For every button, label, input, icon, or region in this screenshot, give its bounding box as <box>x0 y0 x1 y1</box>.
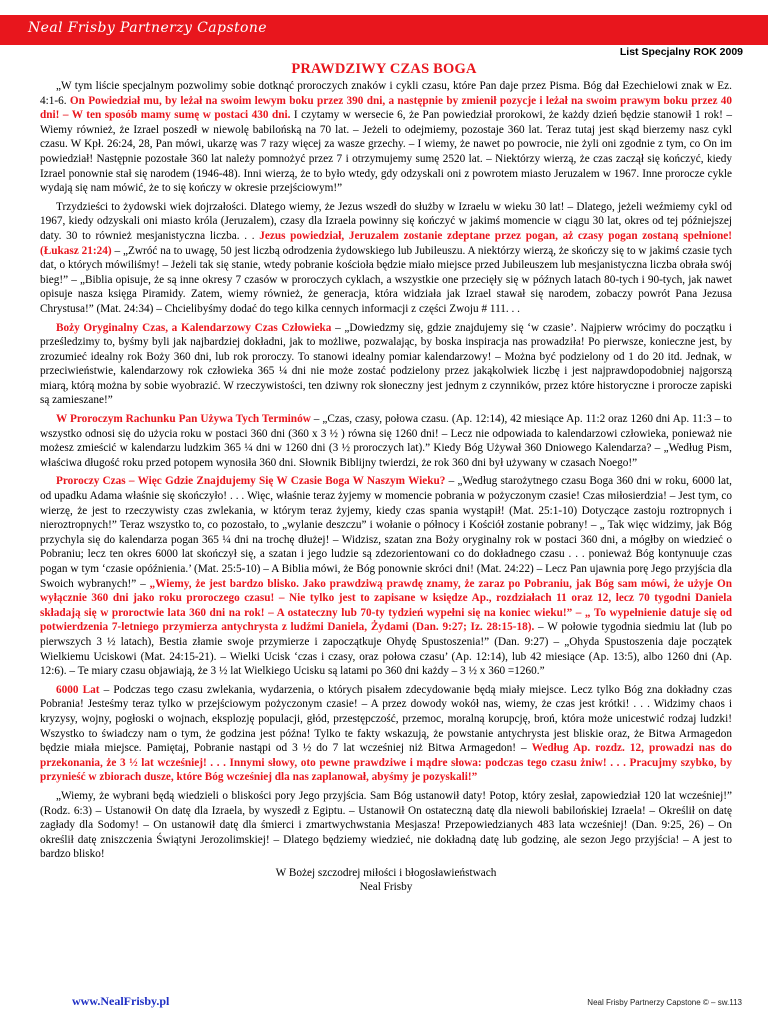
body-text: – „Czas, czasy, połowa czasu. (Ap. 12:14), 42 miesiące Ap. 11:2 oraz 1260 dni Ap. 11:3 – to wszystko odnosi się do użycia roku w postaci 360 dni (360 x 3 ½ ) równa się 1260 dni! – Lecz nie odpowiada to kalendarzowi człowieka, ponieważ nie możesz zmieścić w kalendarzu ludzkim 365 ¼ dni w 1260 dni (3 ½ proroczych lat).” Kiedy Bóg Używał 360 Dniowego Kalendarza? – „Według Pism, właściwa długość roku przed potopem wynosiła 360 dni. Słownik Biblijny twierdzi, że rok 360 dni był używany w czasach Noego!” <box>40 413 733 469</box>
paragraph <box>40 683 732 785</box>
article-body <box>40 79 732 895</box>
footer-credit: Neal Frisby Partnerzy Capstone © – sw.113 <box>587 998 742 1007</box>
paragraph <box>40 200 732 317</box>
body-text: – W połowie tygodnia siedmiu lat (lub po pierwszych 3 ½ latach), Bestia złamie swoje przymierze i zapoczątkuje Ohydę Spustoszenia!” (Dan. 9:27) – „Ohyda Spustoszenia daje początek Wielkiemu Uciskowi (Mat. 24:15-21). – Wielki Ucisk ‘czas i czasy, oraz połowa czasu’ (Ap. 12:14), lub 42 miesiące (Ap. 13:5), albo 1260 dni (Ap. 12:6). – Te miary czasu objawiają, że 3 ½ lat Wielkiego Ucisku są latami po 360 dni każdy – 3 ½ x 360 =1260.” <box>40 621 732 678</box>
banner-title: Neal Frisby Partnerzy Capstone <box>28 20 267 36</box>
body-text: I czytamy w wersecie 6, że Pan powiedział prorokowi, że każdy dzień będzie stanowił 1 rok! – Wiemy również, że Izrael poszedł w niewolę babilońską na 70 lat. – Jeżeli to odejmiemy, pozostaje 360 lat. Teraz tutaj jest skąd bierzemy nasz cykl czasu. W Kpł. 26:24, 28, Pan mówi, ukarzę was 7 razy więcej za wasze grzechy. – I wiemy, że nawet po powrocie, nie żyli oni zgodnie z tym, co On im powiedział! Następnie pozostałe 360 lat należy pomnożyć przez 7 i otrzymujemy sumę 2520 lat. – Niektórzy wierzą, że czas zaczął się kończyć, kiedy Izrael ponownie stał się narodem (1946-48). Inni wierzą, że to było wtedy, gdy odzyskali oni z powrotem miasto Jeruzalem w 1967. Inne prorocze cykle wydają się nam mówić, że to się kończy w okresie przejściowym!” <box>40 109 732 195</box>
emphasis-text: Proroczy Czas – Więc Gdzie Znajdujemy Się W Czasie Boga W Naszym Wieku? <box>56 475 446 488</box>
paragraph <box>40 789 732 862</box>
emphasis-text: 6000 Lat <box>56 683 100 696</box>
signature: Neal Frisby <box>359 881 413 894</box>
header-banner <box>0 15 768 45</box>
paragraph <box>40 79 732 196</box>
body-text: „W tym liście specjalnym pozwolimy sobie dotknąć proroczych znaków i cykli czasu, które Pan daje przez Pisma. Bóg dał Ezechielowi znak w Ez. 4:1-6. <box>40 80 732 107</box>
emphasis-text: Jezus powiedział, Jeruzalem zostanie zdeptane przez pogan, aż czasy pogan zostaną spełnione! (Łukasz 21:24) <box>40 229 733 257</box>
body-text: – „Według starożytnego czasu Boga 360 dni w roku, 6000 lat, od upadku Adama właśnie się skończyło! . . . Więc, właśnie teraz żyjemy w momencie pobrania w pożyczonym czasie! Czas miłosierdzia! – Jest tym, co wierzę, że jest to rzeczywisty czas zwlekania, w którym teraz żyjemy, kiedy czas spania wystąpił! (Mat. 25:1-10) Dotyczące zastoju roztropnych i nieroztropnych!” Teraz wszystko to, co pozostało, to „wylanie deszczu” i wołanie o północy i Kościół zostanie pobrany! – „ Tak więc widzimy, jak Bóg przychyla się do kalendarza pogan 365 ¼ dni na trochę dłużej! – Widzisz, szatan zna Boży oryginalny rok w postaci 360 dni, a mógłby on wiedzieć o Pobraniu; lecz ten okres 6000 lat skończył się, a szatan i jego ludzie są zdezorientowani co do dokładnego czasu . . . ponieważ Bóg kontynuuje czas pogan w tym ‘czasie opóźnienia.’ (Mat. 25:5-10) – A Biblia mówi, że Bóg ponownie skróci dni! (Mat. 24:22) – Lecz Pan ujawnia porę Jego przyjścia dla Swoich wybranych!” – <box>40 475 732 590</box>
closing-line: W Bożej szczodrej miłości i błogosławieństwach <box>275 866 497 879</box>
body-text: – „Zwróć na to uwagę, 50 jest liczbą odrodzenia żydowskiego lub Jubileuszu. A niektórzy wierzą, że skończy się to w jakimś czasie tych dat, o których mówiliśmy! – Jeżeli tak się stanie, wtedy pobranie kościoła będzie miało miejsce przed Jubileuszem lub mesjanistyczna liczba obrała swój bieg!” – „Biblia opisuje, że są inne okresy 7 czasów w proroczych cyklach, a wszystkie one przecięły się w późnych latach 80-tych i 90-tych, jak nawet opisuje nasza księga Piramidy. Zatem, wiemy również, że generacja, która widziała jak Izrael stawał się narodem, zobaczy powrót Pana Jezusa Chrystusa!” (Mat. 24:34) – Chcielibyśmy dodać do tego kilka cennych informacji z części Zwoju # 111. . . <box>40 244 732 315</box>
emphasis-text: W Proroczym Rachunku Pan Używa Tych Terminów <box>56 413 311 426</box>
paragraph <box>40 321 732 409</box>
body-text: – „Dowiedzmy się, gdzie znajdujemy się ‘w czasie’. Najpierw wrócimy do początku i prześledzimy to, byśmy byli jak najbardziej dokładni, jak to możliwe, pozwalając, by boska inspiracja nas prowadziła! Po pierwsze, konieczne jest, by zrozumieć idealny rok Boży 360 dni, lub rok proroczy. To stanowi idealny pomiar kalendarzowy! – Można być podzielony od 1 do 20 itd. Jednak, w przeciwieństwie, kalendarzowy rok człowieka 365 ¼ dni nie może zostać podzielony przez jakąkolwiek liczbę i jest najprawdopodobniej najgorszą miarą, którą można by sobie wyobrazić. W rzeczywistości, ten dziwny rok słoneczny jest jednym z czynników, przez które historyczne i prorocze zapiski są zamieszane!” <box>40 321 733 407</box>
paragraph <box>40 412 732 470</box>
article-title: PRAWDZIWY CZAS BOGA <box>291 61 477 77</box>
body-text: „Wiemy, że wybrani będą wiedzieli o bliskości pory Jego przyjścia. Sam Bóg ustanowił daty! Potop, który zesłał, zapowiedział 120 lat wcześniej!” (Rodz. 6:3) – Ustanowił On datę dla Izraela, by wyszedł z Egiptu. – Ustanowił On ostateczną datę dla niewoli babilońskiej Izraela! – Określił on datę zagłady dla Sodomy! – On ustanowił datę dla śmierci i zmartwychwstania Mesjasza! Przepowiedzianych 483 lata wcześniej! (Dan. 9:25, 26) – On określił datę zniszczenia Świątyni Jerozolimskiej! – Dlatego będziemy wiedzieć, nie dokładną datę lub godzinę, ale sezon Jego przyjścia! – A jest to bardzo blisko! <box>40 789 732 861</box>
paragraph <box>40 474 732 678</box>
emphasis-text: On Powiedział mu, by leżał na swoim lewym boku przez 390 dni, a następnie by zmienił pozycje i leżał na swoim prawym boku przez 40 dni! – W ten sposób mamy sumę w postaci 430 dni. <box>40 94 733 122</box>
emphasis-text: „Wiemy, że jest bardzo blisko. Jako prawdziwą prawdę znamy, że zaraz po Pobraniu, jak Bóg sam mówi, że użyje On wyłącznie 360 dni jako roku proroczego czasu! – Nie tylko jest to zapisane w księdze Ap., rozdziałach 11 oraz 12, lecz 70 tygodni Daniela składają się w proroctwie lata 360 dni na rok! – A ostateczny lub 70-ty tydzień wypełni się na koniec wieku!” – „ To wypełnienie datuje się od potwierdzenia 7-letniego przymierza antychrysta z ludźmi Daniela, Żydami (Dan. 9:27; Iz. 28:15-18). <box>40 577 732 634</box>
body-text: Trzydzieści to żydowski wiek dojrzałości. Dlatego wiemy, że Jezus wszedł do służby w Izraelu w wieku 30 lat! – Dlatego, jeżeli weźmiemy cykl od 1967, kiedy odzyskali oni miasto króla (Jeruzalem), czasy dla Izraela powinny się kończyć w jakimś momencie w ciągu 30 lat, okres od tej późniejszej daty. 30 to również mesjanistyczna liczba. . . <box>40 200 732 242</box>
emphasis-text: Boży Oryginalny Czas, a Kalendarzowy Czas Człowieka <box>56 321 332 334</box>
emphasis-text: Według Ap. rozdz. 12, prowadzi nas do przekonania, że 3 ½ lat wcześniej! . . . Innymi słowy, oto pewne prawdziwe i mądre słowa: podczas tego czasu żniw! . . . Pracujmy szybko, by przynieść w zbiorach dusze, które Bóg wcześniej dla nas zaplanował, abyśmy je pozyskali!” <box>40 742 732 784</box>
issue-label: List Specjalny ROK 2009 <box>619 46 743 58</box>
website-link[interactable]: www.NealFrisby.pl <box>72 994 170 1008</box>
body-text: – Podczas tego czasu zwlekania, wydarzenia, o których pisałem zdecydowanie będą miały miejsce. Lecz tylko Bóg zna dokładny czas Pobrania! Jesteśmy teraz tylko w przejściowym pożyczonym czasie! – A przez dowody wokół nas, wiemy, że czas jest krótki! . . . Widzimy chaos i kryzysy, wojny, pogłoski o wojnach, eksplozję populacji, głód, przestępczość, przemoc, moralną korupcję, broń, która może unicestwić rodzaj ludzki! Wszystko to świadczy nam o tym, że godzina jest późna! Tylko te fakty wskazują, że powstanie antychrysta jest bliskie oraz, że Bitwa Armagedon będzie miała miejsce. Pamiętaj, Pobranie nastąpi od 3 ½ do 7 lat wcześniej niż Bitwa Armagedon! – <box>40 683 732 755</box>
